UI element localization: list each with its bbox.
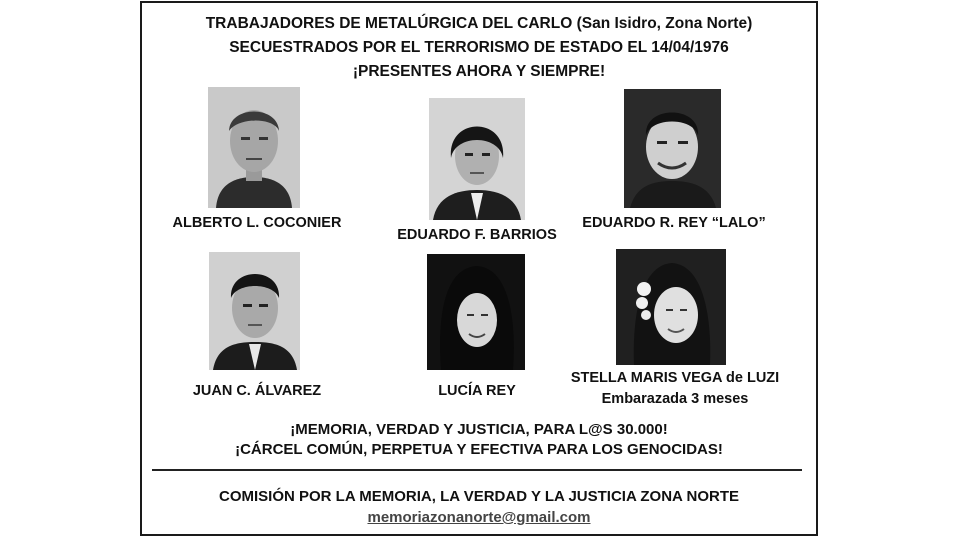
portrait-coconier-image (208, 87, 300, 208)
divider-line (152, 469, 802, 471)
portrait-photo-alvarez (209, 252, 300, 370)
person-name-stella-maris-vega: STELLA MARIS VEGA de LUZI (570, 370, 780, 386)
portrait-photo-lucia-rey (427, 254, 525, 370)
poster-title-line-2: SECUESTRADOS POR EL TERRORISMO DE ESTADO EL 14/04/1976 (229, 39, 729, 56)
poster-title-line-1: TRABAJADORES DE METALÚRGICA DEL CARLO (San Isidro, Zona Norte) (205, 15, 753, 32)
person-name-barrios: EDUARDO F. BARRIOS (397, 227, 557, 243)
memorial-poster (140, 1, 818, 536)
portrait-photo-rey-lalo (624, 89, 721, 208)
organization-name: COMISIÓN POR LA MEMORIA, LA VERDAD Y LA JUSTICIA ZONA NORTE (218, 488, 740, 505)
person-name-coconier: ALBERTO L. COCONIER (172, 215, 342, 231)
portrait-lucia-rey-image (427, 254, 525, 370)
person-name-rey-lalo: EDUARDO R. REY “LALO” (582, 215, 766, 231)
portrait-photo-coconier (208, 87, 300, 208)
portrait-barrios-image (429, 98, 525, 220)
portrait-alvarez-image (209, 252, 300, 370)
person-note-pregnant: Embarazada 3 meses (601, 391, 749, 407)
portrait-rey-lalo-image (624, 89, 721, 208)
slogan-line-1: ¡MEMORIA, VERDAD Y JUSTICIA, PARA L@S 30.000! (290, 421, 668, 438)
person-name-lucia-rey: LUCÍA REY (438, 383, 516, 399)
poster-title-line-3: ¡PRESENTES AHORA Y SIEMPRE! (352, 63, 606, 80)
slogan-line-2: ¡CÁRCEL COMÚN, PERPETUA Y EFECTIVA PARA LOS GENOCIDAS! (235, 441, 723, 458)
portrait-photo-stella-maris-vega (616, 249, 726, 365)
contact-email-link[interactable]: memoriazonanorte@gmail.com (367, 509, 591, 526)
portrait-photo-barrios (429, 98, 525, 220)
person-name-alvarez: JUAN C. ÁLVAREZ (192, 383, 322, 399)
portrait-stella-maris-vega-image (616, 249, 726, 365)
